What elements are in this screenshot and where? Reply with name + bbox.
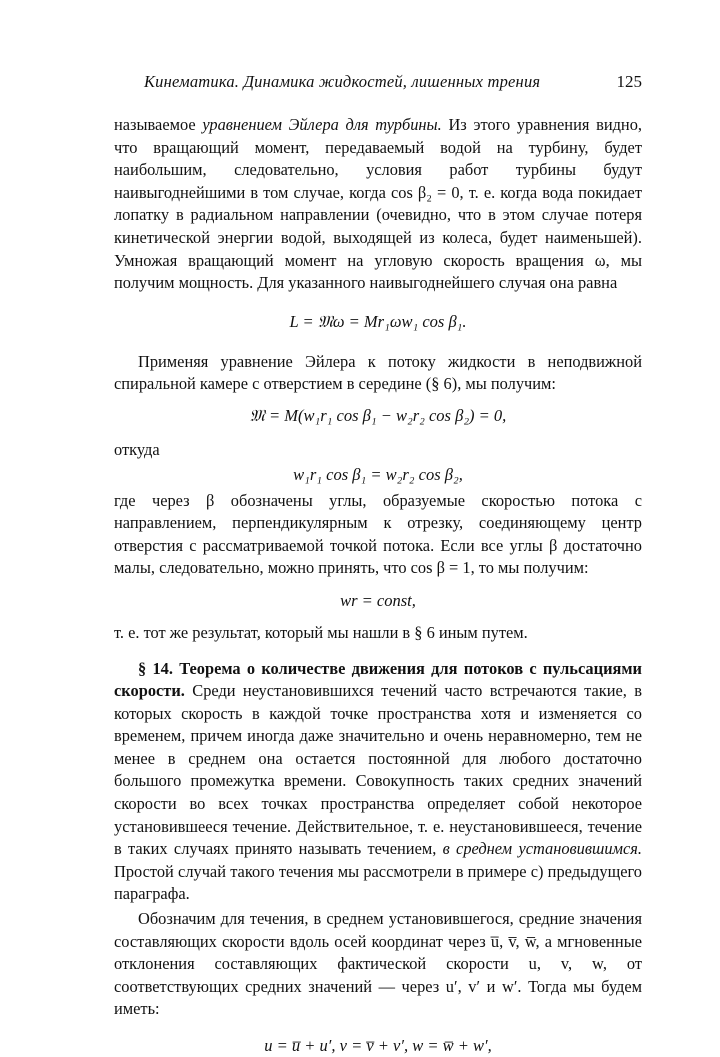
- page-number: 125: [616, 72, 642, 91]
- paragraph-text: называемое: [114, 115, 203, 134]
- formula-wr-const: wr = const,: [340, 590, 416, 610]
- paragraph-euler-turbine: [114, 114, 642, 295]
- paragraph-whence: откуда: [114, 439, 160, 459]
- paragraph-beta-angles: где через β обозначены углы, образуемые скоростью потока с направлением, перпендикулярным к отрезку, соединяющему центр отверстия с рассматриваемой точкой потока. Если все углы β достаточно малы, следовательно, можно принять, что cos β = 1, то мы получим:: [114, 490, 642, 578]
- section-text: Среди неустановившихся течений часто встречаются такие, в которых скорость в каждой точке пространства хотя и изменяется со временем, причем иногда даже значительно и очень неравномерно, тем не менее в среднем она остается постоянной для любого достаточно большого промежутка времени. Совокупность таких средних значений скорости во всех точках пространства определяет собой некоторое установившееся течение. Действительное, т. е. неустановившееся, течение в таких случаях принято называть течением,: [114, 681, 642, 859]
- paragraph-same-result: т. е. тот же результат, который мы нашли в § 6 иным путем.: [114, 622, 528, 642]
- formula-decomposition: u = u̅ + u′, v = v̅ + v′, w = w̅ + w′,: [264, 1036, 492, 1055]
- formula-moment: 𝔐 = M(w₁r₁ cos β₁ − w₂r₂ cos β₂) = 0,: [249, 405, 507, 425]
- section-text: Простой случай такого течения мы рассмотрели в примере c) предыдущего параграфа.: [114, 861, 642, 904]
- section-title: § 14. Теорема о количестве движения для потоков с пульсациями скорости.: [114, 658, 642, 701]
- paragraph-spiral-chamber: Применяя уравнение Эйлера к потоку жидкости в неподвижной спиральной камере с отверстием в середине (§ 6), мы получим:: [114, 351, 642, 394]
- emphasized-term: в среднем установившимся.: [442, 839, 642, 859]
- emphasized-term: уравнением Эйлера для турбины.: [202, 115, 442, 134]
- running-title: Кинематика. Динамика жидкостей, лишенных трения: [144, 72, 541, 91]
- page: [114, 72, 642, 1057]
- page-header: [114, 72, 642, 100]
- formula-angles: w₁r₁ cos β₁ = w₂r₂ cos β₂,: [293, 464, 463, 484]
- formula-power: L = 𝔐ω = Mr₁ωw₁ cos β₁.: [289, 311, 467, 331]
- paragraph-mean-components: Обозначим для течения, в среднем установившегося, средние значения составляющих скорости вдоль осей координат через u̅, v̅, w̅, а мгновенные отклонения составляющих фактической скорости u, v, w, от соответствующих средних значений — через u′, v′ и w′. Тогда мы будем иметь:: [114, 909, 642, 1019]
- paragraph-text: Из этого уравнения видно, что вращающий момент, передаваемый водой на турбину, будет наибольшим, следовательно, условия работ турбины будут наивыгоднейшими в том случае, когда cos β₂ = 0, т. е. когда вода покидает лопатку в радиальном направлении (очевидно, что в этом случае потеря кинетической энергии водой, выходящей из колеса, будет наименьшей). Умножая вращающий момент на угловую скорость вращения ω, мы получим мощность. Для указанного наивыгоднейшего случая она равна: [114, 115, 643, 293]
- section-14: [114, 658, 642, 907]
